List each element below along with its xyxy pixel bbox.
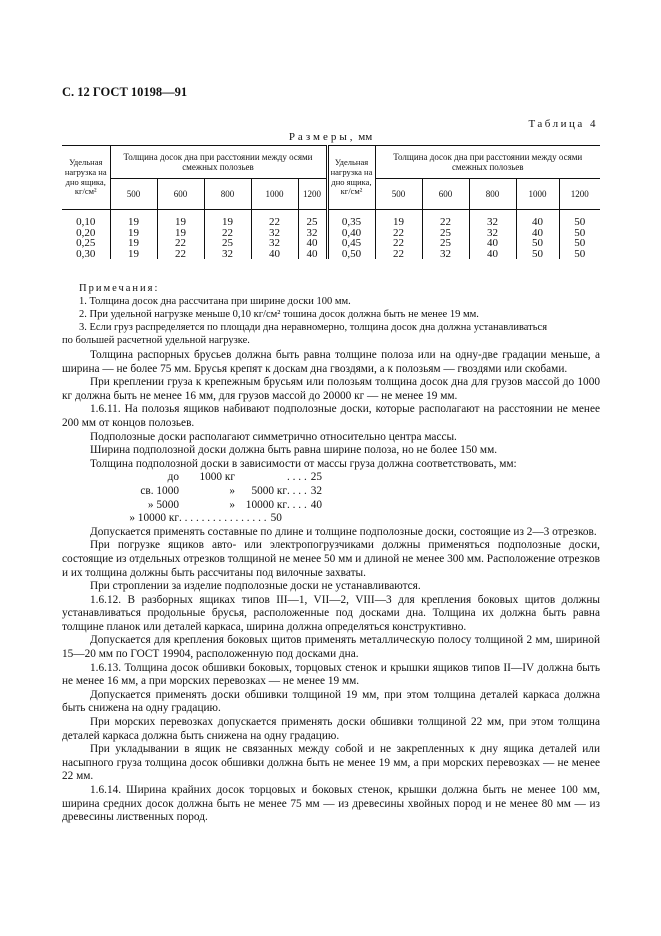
table-subtitle-text: Размеры, — [288, 131, 356, 143]
table-row — [62, 249, 600, 260]
thickness-group-header-left: Толщина досок дна при расстоянии между осями смежных полозьев — [110, 146, 327, 179]
paragraph: Толщина распорных брусьев должна быть равна толщине полоза или на одну-две градации меньше, а ширина — не более 75 мм. Брусья крепят к доскам дна гвоздями, а к полозьям — гвоздями или скобами. — [62, 349, 600, 375]
schedule-value: 32 — [310, 484, 323, 497]
schedule-value: 50 — [270, 512, 282, 525]
distance-header: 800 — [469, 179, 516, 210]
note-item: 2. При удельной нагрузке меньше 0,10 кг/см² тошина досок должна быть не менее 19 мм. — [79, 309, 479, 320]
paragraph: 1.6.14. Ширина крайних досок торцовых и боковых стенок, крышки должна быть не менее 100 мм, ширина средних досок должна быть не менее 75 мм — из древесины хвойных пород и не менее 80 мм — из древесины лиственных пород. — [62, 784, 600, 824]
distance-header: 1000 — [251, 179, 298, 210]
table-cell: 32 — [251, 238, 298, 249]
table-subtitle-unit: мм — [358, 131, 373, 143]
load-header-left: Удельная нагрузка на дно ящика, кг/см² — [62, 146, 110, 210]
table-cell: 32 — [204, 249, 251, 260]
paragraph: Допускается применять составные по длине и толщине подполозные доски, состоящие из 2—3 отрезков. — [90, 525, 597, 538]
table-label: Таблица 4 — [528, 118, 598, 130]
schedule-leader: . . . . — [287, 471, 307, 484]
note-item-continuation: по большей расчетной удельной нагрузке. — [62, 335, 250, 346]
table-cell: 32 — [422, 249, 469, 260]
note-item: 1. Толщина досок дна рассчитана при ширине доски 100 мм. — [79, 296, 351, 307]
table-cell: 22 — [204, 228, 251, 239]
table-cell: 25 — [422, 228, 469, 239]
table-cell: 22 — [157, 238, 204, 249]
paragraph: Ширина подполозной доски должна быть равна ширине полоза, но не более 150 мм. — [90, 444, 498, 457]
body-text — [62, 349, 600, 825]
schedule-to-mass: 10000 кг — [245, 498, 287, 511]
distance-header: 1200 — [298, 179, 327, 210]
table-cell: 22 — [375, 249, 422, 260]
table-subtitle — [0, 131, 661, 143]
paragraph: При укладывании в ящик не связанных между собой и не закрепленных к дну ящика деталей или насыпного груза толщина досок обшивки должна быть не менее 19 мм, а при морских перевозках — не менее 22 мм. — [62, 743, 600, 783]
schedule-value: 40 — [310, 498, 323, 511]
notes-title: Примечания: — [79, 283, 160, 294]
thickness-group-header-right: Толщина досок дна при расстоянии между осями смежных полозьев — [375, 146, 600, 179]
load-value: 0,40 — [327, 228, 375, 239]
load-value: 0,50 — [327, 249, 375, 260]
schedule-value: 25 — [310, 471, 323, 484]
dimensions-table — [62, 145, 600, 259]
schedule-to: » — [229, 484, 235, 497]
table-cell: 19 — [204, 210, 251, 228]
paragraph: Подполозные доски располагают симметрично относительно центра массы. — [90, 430, 457, 443]
schedule-from: » 10000 кг — [129, 512, 179, 525]
table-cell: 25 — [422, 238, 469, 249]
table-cell: 25 — [298, 210, 327, 228]
table-cell: 22 — [422, 210, 469, 228]
load-value: 0,30 — [76, 247, 96, 260]
schedule-leader: . . . . — [287, 484, 307, 497]
distance-header: 1000 — [516, 179, 559, 210]
table-cell: 40 — [298, 249, 327, 260]
schedule-to-mass: 5000 кг — [251, 484, 287, 497]
table-cell: 19 — [110, 238, 157, 249]
load-value: 0,45 — [327, 238, 375, 249]
schedule-to: » — [229, 498, 235, 511]
table-row — [62, 228, 600, 239]
table-cell: 32 — [298, 228, 327, 239]
schedule-to: 1000 кг — [199, 471, 235, 484]
table-cell: 25 — [204, 238, 251, 249]
table-cell: 50 — [559, 249, 600, 260]
paragraph: При морских перевозках допускается применять доски обшивки толщиной 22 мм, при этом толщина деталей каркаса должна быть снижена на одну градацию. — [62, 716, 600, 742]
load-value: 0,10 — [76, 216, 96, 228]
schedule-leader: . . . . — [287, 498, 307, 511]
schedule-to-mass — [235, 471, 287, 485]
distance-header: 1200 — [559, 179, 600, 210]
schedule-leader: . . . . . . . . . . . . . . . . — [179, 512, 267, 525]
distance-header: 600 — [422, 179, 469, 210]
table-cell: 40 — [469, 249, 516, 260]
table-row — [62, 210, 600, 228]
table-cell: 19 — [110, 249, 157, 260]
table-cell: 19 — [157, 210, 204, 228]
table-cell: 50 — [516, 249, 559, 260]
table-cell: 19 — [110, 210, 157, 228]
paragraph: Толщина подполозной доски в зависимости от массы груза должна соответствовать, мм: — [90, 457, 517, 470]
distance-header: 600 — [157, 179, 204, 210]
distance-header: 800 — [204, 179, 251, 210]
table-cell: 40 — [298, 238, 327, 249]
table-cell: 32 — [469, 210, 516, 228]
table-cell: 50 — [559, 210, 600, 228]
table-cell: 19 — [157, 228, 204, 239]
schedule-row — [62, 485, 600, 499]
schedule-row — [62, 512, 600, 526]
schedule-row — [62, 499, 600, 513]
paragraph: Допускается применять доски обшивки толщиной 19 мм, при этом толщина деталей каркаса должна быть снижена на одну градацию. — [62, 688, 600, 715]
table-cell: 22 — [157, 249, 204, 260]
table-cell: 40 — [251, 249, 298, 260]
schedule-from: » 5000 — [147, 498, 179, 511]
table-cell: 19 — [375, 210, 422, 228]
distance-header: 500 — [375, 179, 422, 210]
distance-header: 500 — [110, 179, 157, 210]
table-cell: 40 — [469, 238, 516, 249]
paragraph: При погрузке ящиков авто- или электропогрузчиками должны применяться подполозные доски, состоящие из отдельных отрезков толщиной не менее 50 мм и длиной не менее 300 мм. Расположение отрезков и их толщина должны быть рассчитаны под вилочные захваты. — [62, 539, 600, 579]
load-value: 0,20 — [76, 226, 96, 239]
note-item: 3. Если груз распределяется по площади дна неравномерно, толщина досок дна должна устанавливаться — [79, 322, 548, 333]
paragraph: 1.6.12. В разборных ящиках типов III—1, VII—2, VIII—3 для крепления боковых щитов должны устанавливаться продольные брусья, расположенные под досками дна. Толщина их должна быть равна толщине планок или деталей каркаса, ширина должна определяться конструктивно. — [62, 593, 600, 633]
table-cell: 32 — [251, 228, 298, 239]
schedule-row — [62, 471, 600, 485]
paragraph: При креплении груза к крепежным брусьям или полозьям толщина досок дна для грузов массой до 1000 кг должна быть не менее 16 мм, для грузов массой до 20000 кг — не менее 19 мм. — [62, 376, 600, 402]
table-cell: 19 — [110, 228, 157, 239]
table-cell: 22 — [251, 210, 298, 228]
table-cell: 40 — [516, 210, 559, 228]
table-cell: 32 — [469, 228, 516, 239]
table-row — [62, 238, 600, 249]
load-value: 0,35 — [327, 210, 375, 228]
table-cell: 22 — [375, 228, 422, 239]
table-cell: 50 — [516, 238, 559, 249]
schedule-from: до — [167, 471, 179, 484]
paragraph: 1.6.13. Толщина досок обшивки боковых, торцовых стенок и крышки ящиков типов II—IV должна быть не менее 16 мм, а при морских перевозках — не менее 19 мм. — [62, 661, 600, 688]
schedule-from: св. 1000 — [140, 484, 179, 497]
table-cell: 50 — [559, 228, 600, 239]
thickness-schedule — [62, 471, 600, 525]
load-header-right: Удельная нагрузка на дно ящика, кг/см² — [327, 146, 375, 210]
table-cell: 50 — [559, 238, 600, 249]
paragraph: 1.6.11. На полозья ящиков набивают подполозные доски, которые располагают на расстоянии не менее 200 мм от концов полозьев. — [62, 403, 600, 429]
load-value: 0,25 — [76, 237, 96, 249]
paragraph: Допускается для крепления боковых щитов применять металлическую полосу толщиной 2 мм, шириной 15—20 мм по ГОСТ 19904, расположенную под досками дна. — [62, 634, 600, 661]
table-cell: 40 — [516, 228, 559, 239]
table-notes — [62, 282, 599, 347]
table-cell: 22 — [375, 238, 422, 249]
page-header: С. 12 ГОСТ 10198—91 — [62, 85, 188, 99]
paragraph: При строплении за изделие подполозные доски не устанавливаются. — [90, 580, 421, 593]
